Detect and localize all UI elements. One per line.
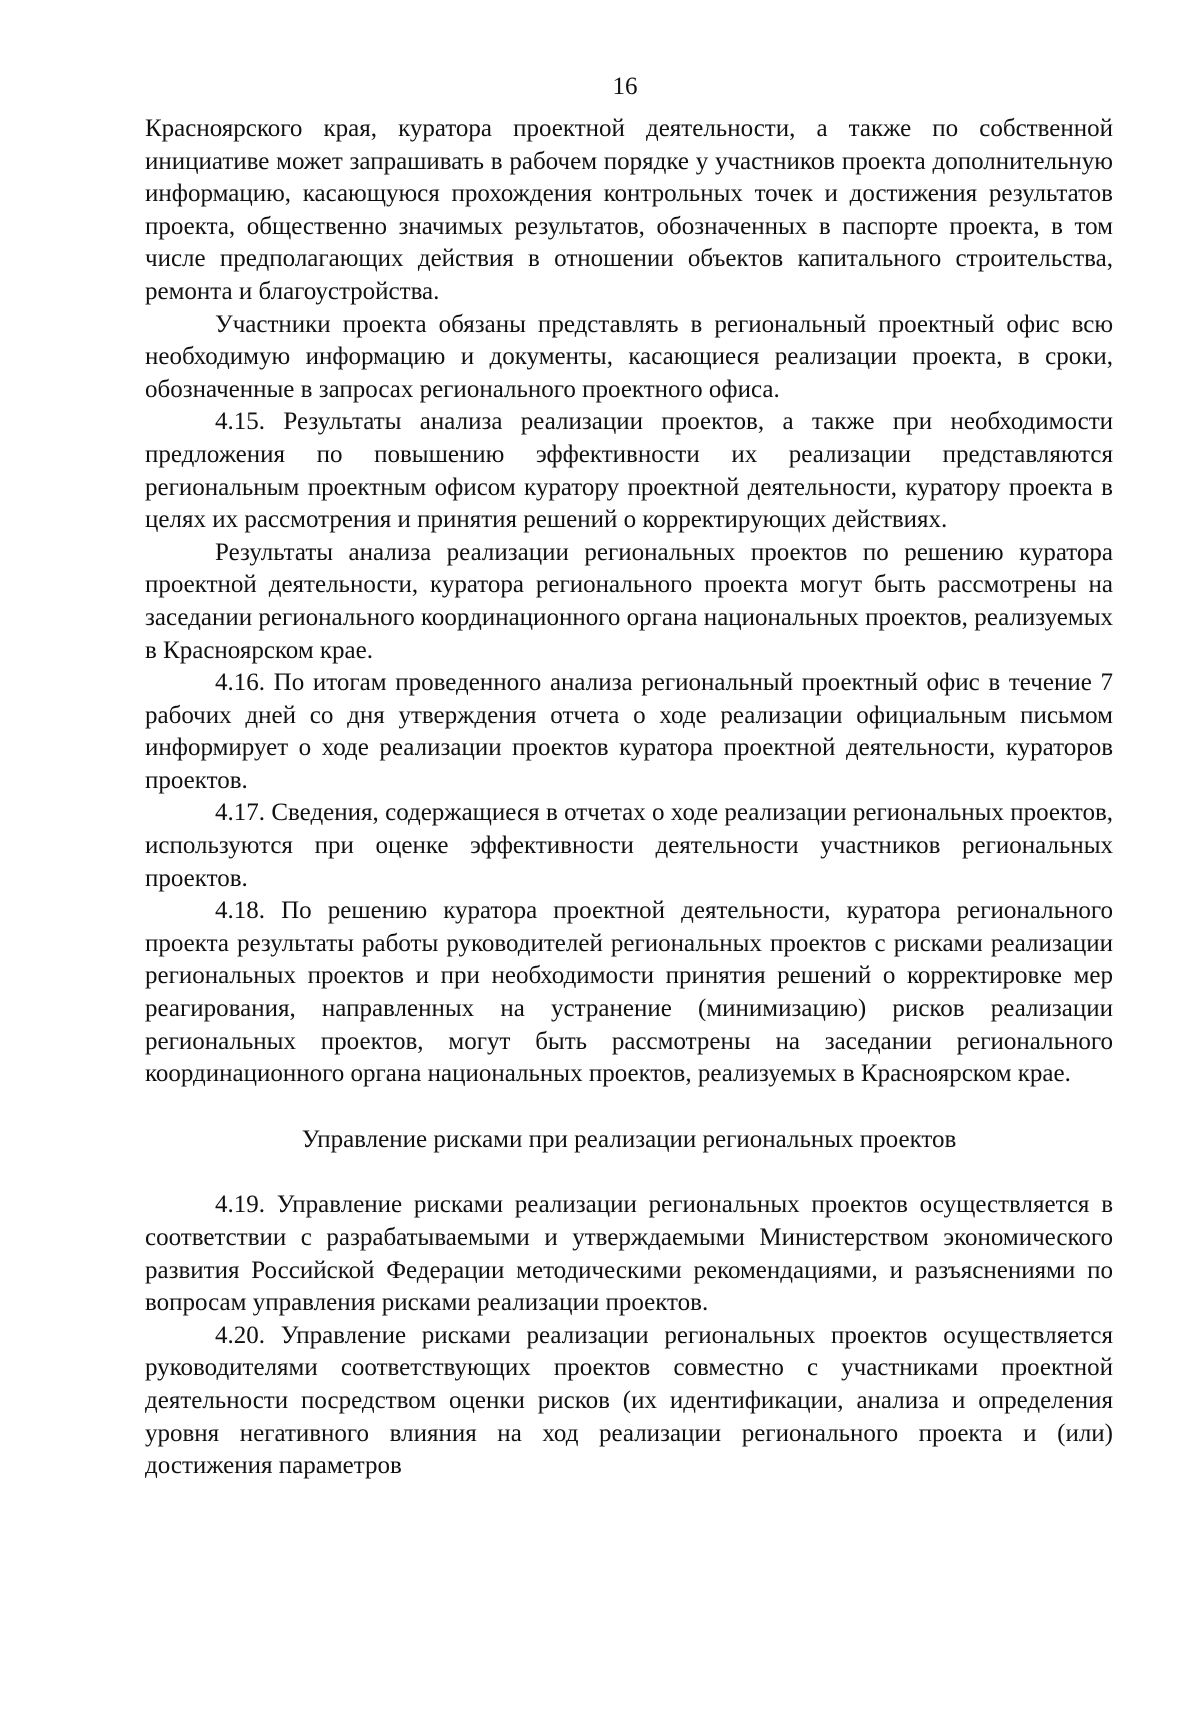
paragraph-participants-obligation: Участники проекта обязаны представлять в региональный проектный офис всю необходимую информацию и документы, касающиеся реализации проекта, в сроки, обозначенные в запросах регионального проектного офиса. xyxy=(145,310,1113,403)
paragraph-4-15: 4.15. Результаты анализа реализации проектов, а также при необходимости предложения по повышению эффективности их реализации представляются региональным проектным офисом куратору проектной деятельности, куратору проекта в целях их рассмотрения и принятия решений о корректирующих действиях. xyxy=(145,408,1113,534)
page-number: 16 xyxy=(612,73,638,100)
paragraph-4-19: 4.19. Управление рисками реализации региональных проектов осуществляется в соответствии с разрабатываемыми и утверждаемыми Министерством экономического развития Российской Федерации методическими рекомендациями, и разъяснениями по вопросам управления рисками реализации проектов. xyxy=(145,1191,1113,1317)
paragraph-4-18: 4.18. По решению куратора проектной деятельности, куратора регионального проекта результаты работы руководителей региональных проектов с рисками реализации региональных проектов и при необходимости принятия решений о корректировке мер реагирования, направленных на устранение (минимизацию) рисков реализации региональных проектов, могут быть рассмотрены на заседании регионального координационного органа национальных проектов, реализуемых в Красноярском крае. xyxy=(145,897,1113,1088)
paragraph-continuation: Красноярского края, куратора проектной деятельности, а также по собственной инициативе может запрашивать в рабочем порядке у участников проекта дополнительную информацию, касающуюся прохождения контрольных точек и достижения результатов проекта, общественно значимых результатов, обозначенных в паспорте проекта, в том числе предполагающих действия в отношении объектов капитального строительства, ремонта и благоустройства. xyxy=(145,115,1113,305)
document-body xyxy=(145,113,1113,1483)
paragraph-analysis-results: Результаты анализа реализации региональных проектов по решению куратора проектной деятельности, куратора регионального проекта могут быть рассмотрены на заседании регионального координационного органа национальных проектов, реализуемых в Красноярском крае. xyxy=(145,538,1113,664)
section-heading: Управление рисками при реализации региональных проектов xyxy=(301,1125,957,1153)
paragraph-4-20: 4.20. Управление рисками реализации региональных проектов осуществляется руководителями соответствующих проектов совместно с участниками проектной деятельности посредством оценки рисков (их идентификации, анализа и определения уровня негативного влияния на ход реализации регионального проекта и (или) достижения параметров xyxy=(145,1321,1113,1480)
paragraph-4-16: 4.16. По итогам проведенного анализа региональный проектный офис в течение 7 рабочих дней со дня утверждения отчета о ходе реализации официальным письмом информирует о ходе реализации проектов куратора проектной деятельности, кураторов проектов. xyxy=(145,669,1113,794)
paragraph-4-17: 4.17. Сведения, содержащиеся в отчетах о ходе реализации региональных проектов, используются при оценке эффективности деятельности участников региональных проектов. xyxy=(145,799,1113,892)
